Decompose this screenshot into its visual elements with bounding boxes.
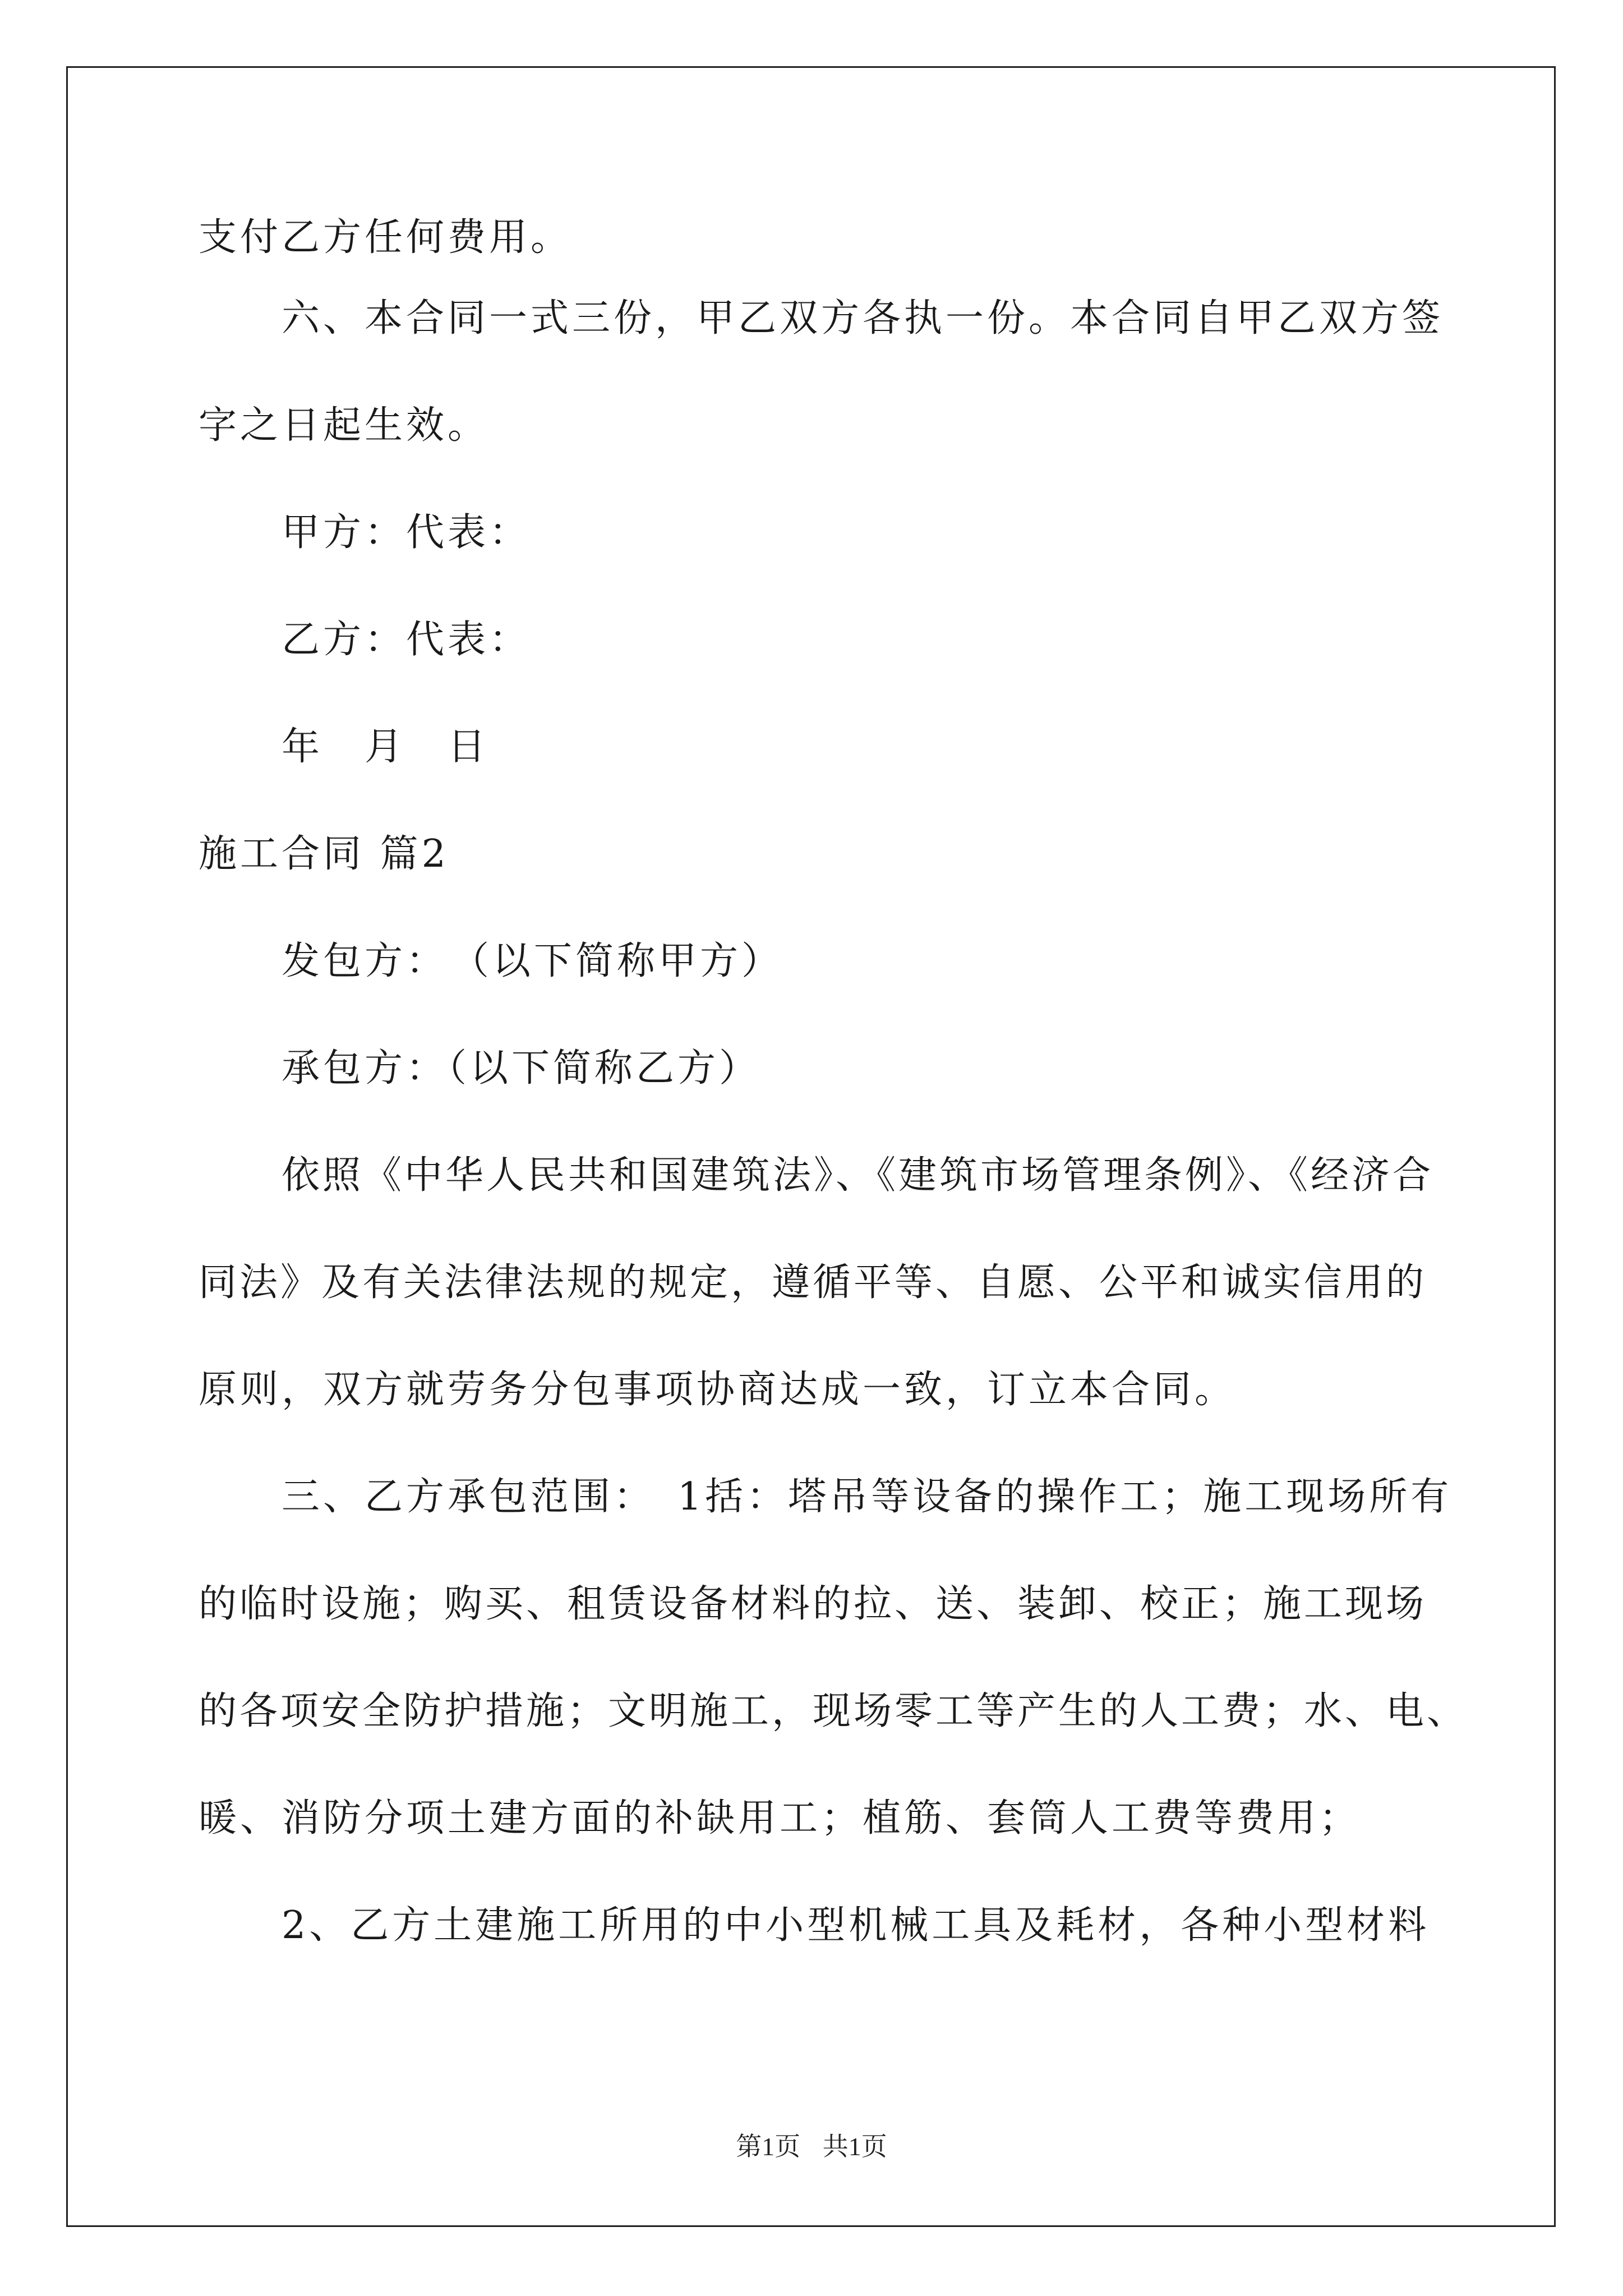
page-number-current: 第1页 [736, 2132, 801, 2161]
paragraph-line: 2、乙方土建施工所用的中小型机械工具及耗材，各种小型材料 [282, 1903, 1430, 1948]
signature-line-party-a: 甲方：代表： [282, 510, 531, 555]
contractor-employer-line: 发包方： （以下简称甲方） [282, 939, 783, 983]
paragraph-line: 原则，双方就劳务分包事项协商达成一致，订立本合同。 [199, 1368, 1237, 1412]
paragraph-line: 暖、消防分项土建方面的补缺用工；植筋、套筒人工费等费用； [199, 1796, 1361, 1841]
signature-line-party-b: 乙方：代表： [282, 618, 531, 662]
contractor-line: 承包方：（以下简称乙方） [282, 1046, 761, 1091]
paragraph-line: 依照《中华人民共和国建筑法》、《建筑市场管理条例》、《经济合 [282, 1153, 1434, 1198]
paragraph-line: 的各项安全防护措施；文明施工，现场零工等产生的人工费；水、电、 [199, 1689, 1468, 1733]
paragraph-line: 同法》及有关法律法规的规定，遵循平等、自愿、公平和诚实信用的 [199, 1260, 1427, 1305]
date-line: 年 月 日 [282, 725, 490, 769]
paragraph-line: 三、乙方承包范围： 1括：塔吊等设备的操作工；施工现场所有 [282, 1475, 1453, 1519]
paragraph-line: 的临时设施；购买、租赁设备材料的拉、送、装卸、校正；施工现场 [199, 1582, 1427, 1626]
page-number-total: 共1页 [822, 2132, 887, 2161]
paragraph-line: 六、本合同一式三份，甲乙双方各执一份。本合同自甲乙双方签 [282, 296, 1444, 341]
paragraph-line: 支付乙方任何费用。 [199, 215, 573, 260]
document-body [199, 211, 1468, 1979]
paragraph-line: 字之日起生效。 [199, 403, 490, 448]
page-footer [0, 2126, 1623, 2163]
section-heading: 施工合同 篇2 [199, 832, 449, 876]
